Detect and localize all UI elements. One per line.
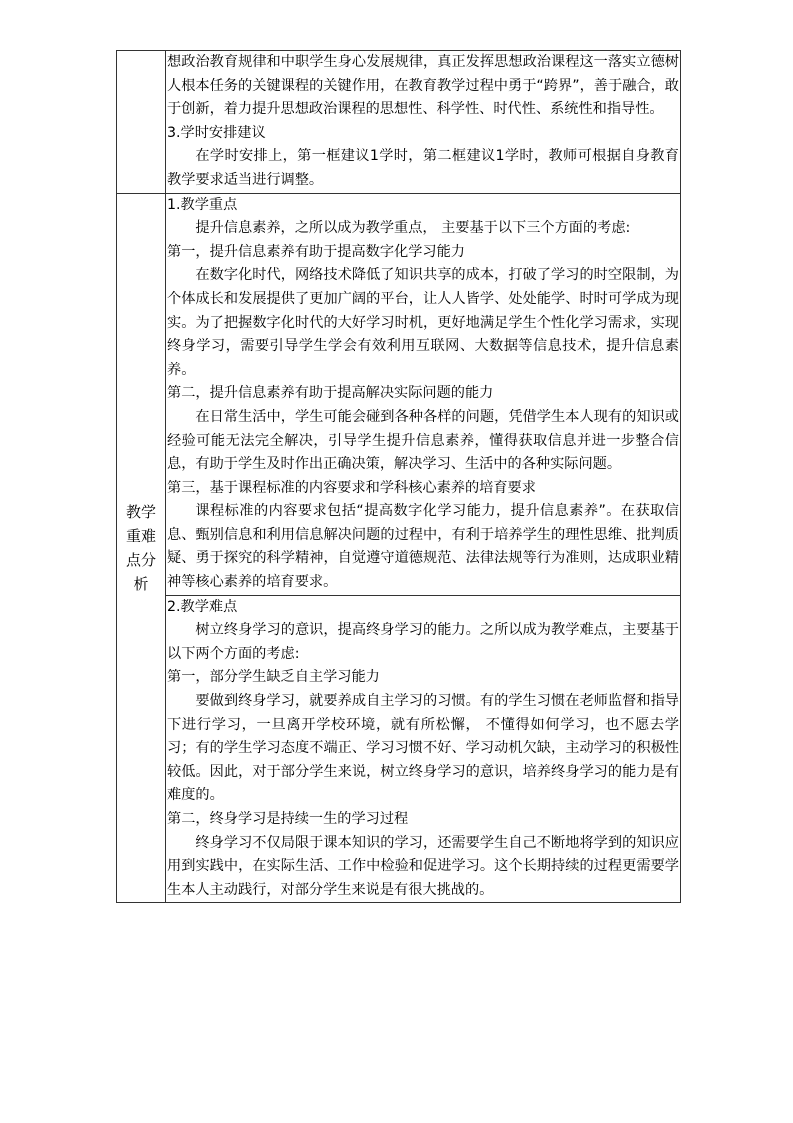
point-title: 第一，部分学生缺乏自主学习能力 <box>167 669 380 686</box>
body-paragraph: 要做到终身学习，就要养成自主学习的习惯。有的学生习惯在老师监督和指导下进行学习，一旦离开学校环境，就有所松懈， 不懂得如何学习，也不愿去学习；有的学生学习态度不端正、学习习惯不好、学习动机欠缺，主动学习的积极性较低。因此，对于部分学生来说，树立终身学习的意识，培养终身学习的能力是有难度的。 <box>167 693 679 804</box>
body-paragraph: 在日常生活中，学生可能会碰到各种各样的问题，凭借学生本人现有的知识或经验可能无法完全解决，引导学生提升信息素养，懂得获取信息并进一步整合信息，有助于学生及时作出正确决策，解决学习、生活中的各种实际问题。 <box>167 408 679 473</box>
continuation-paragraph: 想政治教育规律和中职学生身心发展规律，真正发挥思想政治课程这一落实立德树人根本任务的关键课程的关键作用，在教育教学过程中勇于“跨界”，善于融合，敢于创新，着力提升思想政治课程的思想性、科学性、时代性、系统性和指导性。 <box>167 54 679 118</box>
row-label-cell <box>117 193 166 903</box>
point-title: 第三，基于课程标准的内容要求和学科核心素养的培育要求 <box>167 479 536 496</box>
empty-label-cell <box>117 51 166 194</box>
point-title: 第二，提升信息素养有助于提高解决实际问题的能力 <box>167 385 494 402</box>
point-title: 第二，终身学习是持续一生的学习过程 <box>167 811 409 827</box>
body-paragraph: 课程标准的内容要求包括“提高数字化学习能力，提升信息素养”。在获取信息、甄别信息和利用信息解决问题的过程中，有利于培养学生的理性思维、批判质疑、勇于探究的科学精神，自觉遵守道德规范、法律法规等行为准则，达成职业精神等核心素养的培育要求。 <box>167 503 679 591</box>
difficult-points-content <box>166 595 680 903</box>
section-heading: 1.教学重点 <box>167 196 238 213</box>
body-paragraph: 在数字化时代，网络技术降低了知识共享的成本，打破了学习的时空限制，为个体成长和发展提供了更加广阔的平台，让人人皆学、处处能学、时时可学成为现实。为了把握数字化时代的大好学习时机，更好地满足学生个性化学习需求，实现终身学习，需要引导学生学会有效利用互联网、大数据等信息技术，提升信息素养。 <box>167 267 679 378</box>
body-paragraph: 在学时安排上，第一框建议1学时，第二框建议1学时，教师可根据自身教育教学要求适当进行调整。 <box>167 148 679 188</box>
body-paragraph: 提升信息素养，之所以成为教学重点， 主要基于以下三个方面的考虑: <box>195 220 631 237</box>
key-points-content <box>166 194 680 595</box>
row-label: 教学重难点分析 <box>125 502 156 593</box>
point-title: 第一，提升信息素养有助于提高数字化学习能力 <box>167 243 465 260</box>
table-row <box>117 193 681 903</box>
body-paragraph: 终身学习不仅局限于课本知识的学习，还需要学生自己不断地将学到的知识应用到实践中，在实际生活、工作中检验和促进学习。这个长期持续的过程更需要学生本人主动践行，对部分学生来说是有很大挑战的。 <box>167 834 679 898</box>
body-paragraph: 树立终身学习的意识，提高终身学习的能力。之所以成为教学难点，主要基于以下两个方面的考虑: <box>167 622 679 662</box>
table-row <box>117 51 681 194</box>
section-heading: 3.学时安排建议 <box>167 124 266 141</box>
content-cell <box>166 193 681 903</box>
lesson-plan-table <box>116 50 681 903</box>
section-heading: 2.教学难点 <box>167 598 238 615</box>
content-cell <box>166 51 681 194</box>
top-section-content <box>166 51 680 193</box>
